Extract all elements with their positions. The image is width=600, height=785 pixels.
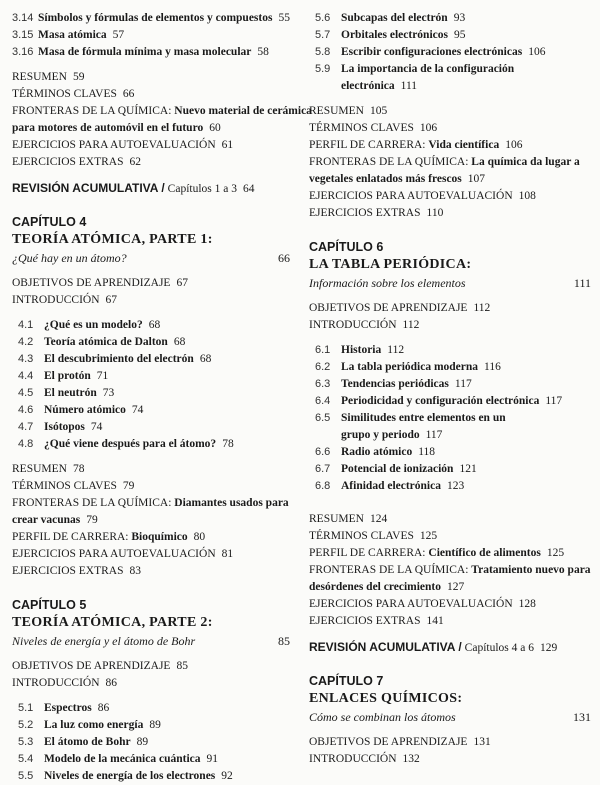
toc-revision-acumulativa-1[interactable]: REVISIÓN ACUMULATIVA / Capítulos 1 a 3 64: [12, 181, 255, 195]
toc-fronteras-ch5-cont[interactable]: vegetales enlatados más frescos 107: [309, 173, 486, 185]
toc-fronteras-ch3-cont[interactable]: para motores de automóvil en el futuro 60: [12, 122, 221, 134]
toc-fronteras-ch6[interactable]: FRONTERAS DE LA QUÍMICA: Tratamiento nuevo para: [309, 564, 591, 576]
toc-section-5-2[interactable]: 5.2 La luz como energía 89: [18, 719, 161, 731]
toc-section-4-2[interactable]: 4.2 Teoría atómica de Dalton 68: [18, 336, 186, 348]
toc-perfil-ch6[interactable]: PERFIL DE CARRERA: Científico de alimentos 125: [309, 547, 565, 559]
toc-section-6-7[interactable]: 6.7 Potencial de ionización 121: [315, 463, 477, 475]
toc-section-5-7[interactable]: 5.7 Orbitales electrónicos 95: [315, 29, 466, 41]
toc-terminos-ch3[interactable]: TÉRMINOS CLAVES 66: [12, 88, 135, 100]
toc-section-4-8[interactable]: 4.8 ¿Qué viene después para el átomo? 78: [18, 438, 234, 450]
toc-section-6-3[interactable]: 6.3 Tendencias periódicas 117: [315, 378, 472, 390]
chapter-6-label: CAPÍTULO 6: [309, 240, 384, 254]
toc-introduccion-ch4[interactable]: INTRODUCCIÓN 67: [12, 294, 118, 306]
toc-section-6-1[interactable]: 6.1 Historia 112: [315, 344, 405, 356]
chapter-4-title[interactable]: TEORÍA ATÓMICA, PARTE 1:: [12, 232, 213, 247]
chapter-6-title[interactable]: LA TABLA PERIÓDICA:: [309, 257, 472, 272]
toc-section-4-1[interactable]: 4.1 ¿Qué es un modelo? 68: [18, 319, 161, 331]
toc-autoeval-ch4[interactable]: EJERCICIOS PARA AUTOEVALUACIÓN 81: [12, 548, 234, 560]
toc-section-6-2[interactable]: 6.2 La tabla periódica moderna 116: [315, 361, 501, 373]
toc-section-6-6[interactable]: 6.6 Radio atómico 118: [315, 446, 436, 458]
toc-objetivos-ch4[interactable]: OBJETIVOS DE APRENDIZAJE 67: [12, 277, 188, 289]
toc-fronteras-ch4-cont[interactable]: crear vacunas 79: [12, 514, 98, 526]
toc-right-column: [309, 10, 591, 768]
toc-entry-3-14[interactable]: 3.14 Símbolos y fórmulas de elementos y compuestos 55: [12, 12, 290, 24]
toc-section-5-6[interactable]: 5.6 Subcapas del electrón 93: [315, 12, 466, 24]
toc-extras-ch4[interactable]: EJERCICIOS EXTRAS 83: [12, 565, 141, 577]
chapter-6-subtitle[interactable]: Información sobre los elementos 111: [309, 276, 591, 290]
toc-section-4-4[interactable]: 4.4 El protón 71: [18, 370, 109, 382]
toc-introduccion-ch5[interactable]: INTRODUCCIÓN 86: [12, 677, 118, 689]
toc-objetivos-ch5[interactable]: OBJETIVOS DE APRENDIZAJE 85: [12, 660, 188, 672]
toc-autoeval-ch6[interactable]: EJERCICIOS PARA AUTOEVALUACIÓN 128: [309, 598, 536, 610]
toc-resumen-ch5[interactable]: RESUMEN 105: [309, 105, 388, 117]
toc-section-5-1[interactable]: 5.1 Espectros 86: [18, 702, 110, 714]
toc-objetivos-ch6[interactable]: OBJETIVOS DE APRENDIZAJE 112: [309, 302, 491, 314]
toc-fronteras-ch5[interactable]: FRONTERAS DE LA QUÍMICA: La química da lugar a: [309, 156, 580, 168]
toc-autoeval-ch5[interactable]: EJERCICIOS PARA AUTOEVALUACIÓN 108: [309, 190, 536, 202]
toc-section-4-6[interactable]: 4.6 Número atómico 74: [18, 404, 144, 416]
toc-section-5-9-cont[interactable]: electrónica 111: [341, 80, 418, 92]
toc-entry-3-15[interactable]: 3.15 Masa atómica 57: [12, 29, 125, 41]
toc-resumen-ch6[interactable]: RESUMEN 124: [309, 513, 388, 525]
toc-resumen-ch4[interactable]: RESUMEN 78: [12, 463, 85, 475]
toc-extras-ch5[interactable]: EJERCICIOS EXTRAS 110: [309, 207, 444, 219]
toc-revision-acumulativa-2[interactable]: REVISIÓN ACUMULATIVA / Capítulos 4 a 6 129: [309, 640, 558, 654]
toc-introduccion-ch7[interactable]: INTRODUCCIÓN 132: [309, 753, 420, 765]
toc-perfil-ch5[interactable]: PERFIL DE CARRERA: Vida científica 106: [309, 139, 523, 151]
toc-resumen-ch3[interactable]: RESUMEN 59: [12, 71, 85, 83]
toc-section-4-5[interactable]: 4.5 El neutrón 73: [18, 387, 115, 399]
chapter-7-label: CAPÍTULO 7: [309, 674, 384, 688]
chapter-7-title[interactable]: ENLACES QUÍMICOS:: [309, 691, 463, 706]
chapter-4-subtitle[interactable]: ¿Qué hay en un átomo? 66: [12, 251, 290, 265]
toc-entry-3-16[interactable]: 3.16 Masa de fórmula mínima y masa molecular 58: [12, 46, 269, 58]
toc-section-4-3[interactable]: 4.3 El descubrimiento del electrón 68: [18, 353, 212, 365]
toc-extras-ch6[interactable]: EJERCICIOS EXTRAS 141: [309, 615, 444, 627]
toc-section-4-7[interactable]: 4.7 Isótopos 74: [18, 421, 103, 433]
toc-terminos-ch5[interactable]: TÉRMINOS CLAVES 106: [309, 122, 438, 134]
toc-fronteras-ch4[interactable]: FRONTERAS DE LA QUÍMICA: Diamantes usados para: [12, 497, 289, 509]
chapter-5-title[interactable]: TEORÍA ATÓMICA, PARTE 2:: [12, 615, 213, 630]
toc-section-5-5[interactable]: 5.5 Niveles de energía de los electrones 92: [18, 770, 233, 782]
toc-section-5-3[interactable]: 5.3 El átomo de Bohr 89: [18, 736, 149, 748]
toc-extras-ch3[interactable]: EJERCICIOS EXTRAS 62: [12, 156, 141, 168]
chapter-5-label: CAPÍTULO 5: [12, 598, 87, 612]
toc-section-5-9[interactable]: 5.9 La importancia de la configuración: [315, 63, 515, 75]
toc-section-5-8[interactable]: 5.8 Escribir configuraciones electrónicas 106: [315, 46, 546, 58]
toc-section-6-4[interactable]: 6.4 Periodicidad y configuración electrónica 117: [315, 395, 563, 407]
toc-fronteras-ch3[interactable]: FRONTERAS DE LA QUÍMICA: Nuevo material de cerámica: [12, 105, 312, 117]
toc-section-6-5[interactable]: 6.5 Similitudes entre elementos en un: [315, 412, 506, 424]
chapter-4-label: CAPÍTULO 4: [12, 215, 87, 229]
toc-terminos-ch6[interactable]: TÉRMINOS CLAVES 125: [309, 530, 438, 542]
toc-left-column: [12, 10, 312, 785]
toc-section-5-4[interactable]: 5.4 Modelo de la mecánica cuántica 91: [18, 753, 219, 765]
toc-section-6-5-cont[interactable]: grupo y periodo 117: [341, 429, 443, 441]
toc-fronteras-ch6-cont[interactable]: desórdenes del crecimiento 127: [309, 581, 465, 593]
toc-terminos-ch4[interactable]: TÉRMINOS CLAVES 79: [12, 480, 135, 492]
chapter-5-subtitle[interactable]: Niveles de energía y el átomo de Bohr 85: [12, 634, 290, 648]
toc-introduccion-ch6[interactable]: INTRODUCCIÓN 112: [309, 319, 420, 331]
chapter-7-subtitle[interactable]: Cómo se combinan los átomos 131: [309, 710, 591, 724]
toc-objetivos-ch7[interactable]: OBJETIVOS DE APRENDIZAJE 131: [309, 736, 491, 748]
toc-perfil-ch4[interactable]: PERFIL DE CARRERA: Bioquímico 80: [12, 531, 206, 543]
toc-section-6-8[interactable]: 6.8 Afinidad electrónica 123: [315, 480, 465, 492]
toc-autoeval-ch3[interactable]: EJERCICIOS PARA AUTOEVALUACIÓN 61: [12, 139, 234, 151]
